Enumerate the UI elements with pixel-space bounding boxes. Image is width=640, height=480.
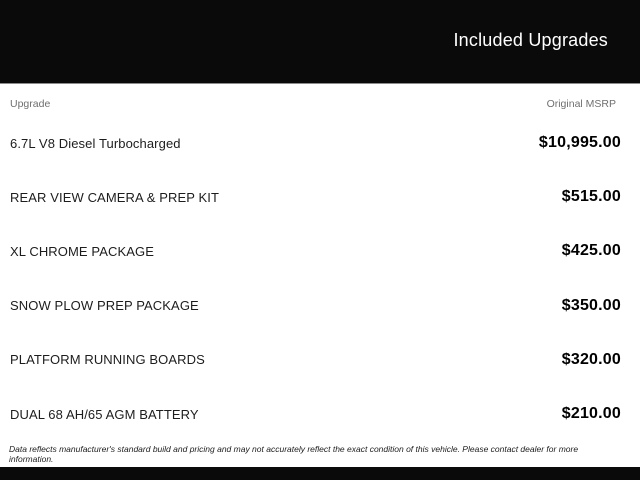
column-header-msrp: Original MSRP (546, 98, 616, 110)
upgrade-msrp: $210.00 (561, 405, 621, 422)
table-row (10, 294, 621, 318)
upgrade-msrp: $320.00 (561, 350, 621, 368)
page-title: Included Upgrades (453, 29, 608, 50)
upgrade-msrp: $425.00 (561, 242, 621, 260)
upgrade-msrp: $10,995.00 (538, 134, 621, 151)
upgrade-name: REAR VIEW CAMERA & PREP KIT (10, 189, 220, 205)
upgrade-name: PLATFORM RUNNING BOARDS (10, 352, 205, 368)
table-column-header (10, 98, 616, 110)
upgrade-name: SNOW PLOW PREP PACKAGE (10, 298, 199, 314)
header-bar (0, 0, 640, 84)
table-row (10, 185, 621, 209)
column-header-upgrade: Upgrade (10, 98, 51, 110)
table-row (10, 348, 621, 372)
table-row (10, 239, 621, 263)
upgrade-name: DUAL 68 AH/65 AGM BATTERY (10, 406, 199, 422)
table-row (10, 131, 621, 155)
upgrade-name: 6.7L V8 Diesel Turbocharged (10, 135, 181, 151)
upgrade-name: XL CHROME PACKAGE (10, 243, 155, 259)
upgrade-msrp: $515.00 (561, 188, 621, 206)
upgrade-msrp: $350.00 (561, 296, 621, 314)
disclaimer-text: Data reflects manufacturer's standard build and pricing and may not accurately reflect the exact condition of this vehicle. Please contact dealer for more information. (9, 444, 579, 464)
footer-bar (0, 467, 640, 480)
table-row (10, 402, 621, 426)
